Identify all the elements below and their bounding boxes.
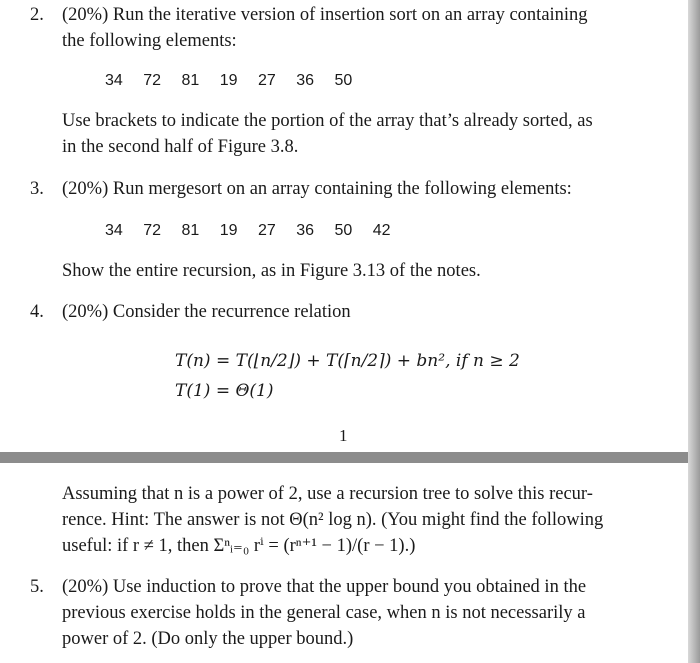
q4-cont-line-1: Assuming that n is a power of 2, use a recursion tree to solve this recur- — [62, 484, 593, 504]
q5-line-2: previous exercise holds in the general case, when n is not necessarily a — [62, 603, 586, 623]
q2-array-item: 50 — [334, 72, 353, 89]
q2-array-item: 81 — [181, 72, 200, 89]
page-break-divider — [0, 452, 700, 463]
page-edge-shadow — [688, 0, 700, 663]
q4-line-1: (20%) Consider the recurrence relation — [62, 302, 351, 322]
q2-line-3: Use brackets to indicate the portion of the array that’s already sorted, as — [62, 111, 593, 131]
q3-array-item: 19 — [219, 222, 238, 239]
q3-number: 3. — [30, 179, 44, 199]
q2-array-item: 36 — [296, 72, 315, 89]
q2-array-item: 34 — [105, 72, 123, 89]
recurrence-equation-1: T(n) = T(⌊n/2⌋) + T(⌈n/2⌉) + bn², if n ≥ 2 — [175, 351, 520, 371]
q2-line-4: in the second half of Figure 3.8. — [62, 137, 299, 157]
q4-number: 4. — [30, 302, 44, 322]
q4-cont-line-2: rence. Hint: The answer is not Θ(n² log n). (You might find the following — [62, 510, 604, 530]
q2-array-item: 72 — [143, 72, 162, 89]
q3-array-item: 36 — [296, 222, 315, 239]
q4-cont-line-3: useful: if r ≠ 1, then Σⁿᵢ₌₀ rⁱ = (rⁿ⁺¹ − 1)/(r − 1).) — [62, 536, 416, 556]
q3-line-2: Show the entire recursion, as in Figure 3.13 of the notes. — [62, 261, 481, 281]
q2-number: 2. — [30, 5, 44, 25]
q3-array-item: 50 — [334, 222, 353, 239]
recurrence-equation-2: T(1) = Θ(1) — [175, 381, 274, 401]
page-bottom — [0, 463, 688, 663]
q3-array-item: 72 — [143, 222, 162, 239]
q5-line-3: power of 2. (Do only the upper bound.) — [62, 629, 354, 649]
page-number: 1 — [339, 426, 348, 445]
q3-array-item: 42 — [372, 222, 391, 239]
q2-line-1: (20%) Run the iterative version of insertion sort on an array containing — [62, 5, 588, 25]
q3-array — [105, 220, 405, 242]
q5-line-1: (20%) Use induction to prove that the upper bound you obtained in the — [62, 577, 587, 597]
q2-array-item: 19 — [219, 72, 238, 89]
q5-number: 5. — [30, 577, 44, 597]
q2-array — [105, 70, 366, 92]
q3-line-1: (20%) Run mergesort on an array containing the following elements: — [62, 179, 572, 199]
q3-array-item: 81 — [181, 222, 200, 239]
q2-line-2: the following elements: — [62, 31, 237, 51]
q3-array-item: 34 — [105, 222, 123, 239]
q3-array-item: 27 — [258, 222, 276, 239]
q2-array-item: 27 — [258, 72, 276, 89]
